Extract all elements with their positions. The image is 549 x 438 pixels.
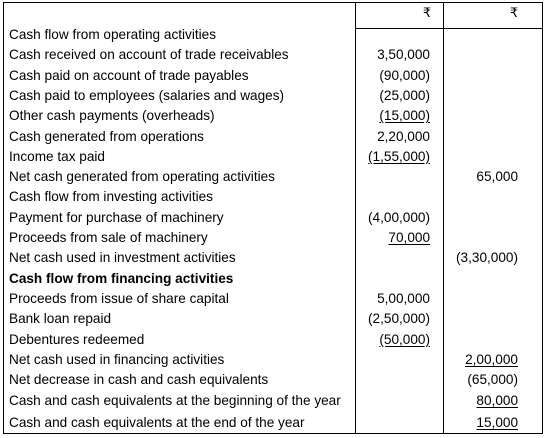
row-label: Other cash payments (overheads)	[9, 108, 215, 124]
row-amount-col2: 80,000	[476, 393, 518, 409]
row-bank-loan	[4, 309, 542, 329]
row-amount-col1: 70,000	[388, 230, 430, 245]
row-purchase-machinery	[4, 208, 542, 228]
row-label: Cash and cash equivalents at the beginning of the year	[9, 393, 341, 409]
row-label: Cash paid on account of trade payables	[9, 67, 249, 83]
row-closing-balance	[4, 413, 542, 433]
row-label: Net decrease in cash and cash equivalents	[9, 372, 269, 388]
row-label: Proceeds from issue of share capital	[9, 290, 229, 306]
row-amount-col2: (65,000)	[467, 372, 518, 388]
row-label: Net cash used in financing activities	[9, 351, 225, 367]
row-label: Net cash generated from operating activities	[9, 169, 275, 185]
row-income-tax	[4, 147, 542, 167]
row-amount-col1: (4,00,000)	[368, 209, 430, 225]
row-label: Net cash used in investment activities	[9, 250, 236, 266]
row-label: Cash paid to employees (salaries and wages)	[9, 87, 285, 103]
row-amount-col2: 65,000	[476, 169, 518, 185]
row-debentures	[4, 330, 542, 350]
row-amount-col1: (25,000)	[379, 87, 430, 103]
row-cash-paid-employees	[4, 86, 542, 106]
row-amount-col1: (15,000)	[379, 108, 430, 124]
row-label: Debentures redeemed	[9, 331, 145, 347]
row-share-capital	[4, 289, 542, 309]
row-amount-col1: 2,20,000	[377, 128, 430, 144]
row-operating-heading	[4, 25, 542, 45]
row-amount-col2: 15,000	[476, 414, 518, 430]
row-amount-col2: 2,00,000	[465, 351, 518, 367]
row-net-operating	[4, 167, 542, 187]
row-net-investing	[4, 248, 542, 268]
row-amount-col1: (2,50,000)	[368, 311, 430, 327]
row-label: Cash flow from operating activities	[9, 27, 217, 42]
row-amount-col1: 5,00,000	[377, 290, 430, 306]
row-opening-balance	[4, 391, 542, 411]
row-cash-paid-payables	[4, 66, 542, 86]
row-other-payments	[4, 106, 542, 126]
row-investing-heading	[4, 187, 542, 207]
row-label: Cash received on account of trade receivables	[9, 47, 289, 63]
row-amount-col1: (90,000)	[379, 67, 430, 83]
row-label: Bank loan repaid	[9, 311, 112, 327]
row-amount-col2: (3,30,000)	[456, 250, 518, 266]
row-amount-col1: (50,000)	[379, 331, 430, 347]
cash-flow-statement-table	[3, 2, 543, 434]
row-sale-machinery	[4, 228, 542, 248]
row-label: Payment for purchase of machinery	[9, 209, 224, 225]
row-label: Cash and cash equivalents at the end of the year	[9, 414, 305, 430]
row-label: Cash flow from financing activities	[9, 270, 234, 286]
row-financing-heading	[4, 269, 542, 289]
currency-header-col2: ₹	[509, 5, 519, 20]
row-amount-col1: 3,50,000	[377, 47, 430, 63]
row-cash-received	[4, 45, 542, 65]
row-amount-col1: (1,55,000)	[368, 148, 430, 164]
row-label: Cash flow from investing activities	[9, 189, 213, 205]
row-label: Proceeds from sale of machinery	[9, 230, 208, 245]
row-net-decrease	[4, 370, 542, 390]
currency-header-col1: ₹	[422, 5, 432, 20]
row-label: Cash generated from operations	[9, 128, 204, 144]
row-net-financing	[4, 350, 542, 370]
row-label: Income tax paid	[9, 148, 105, 164]
row-cash-generated	[4, 127, 542, 147]
